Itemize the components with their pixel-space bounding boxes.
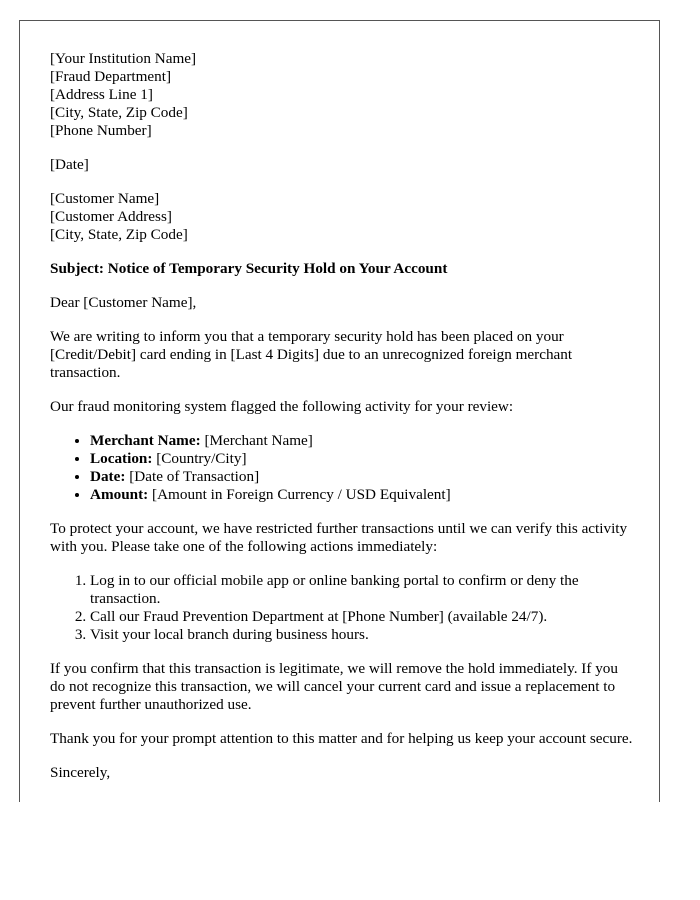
detail-location [90,450,635,468]
detail-date [90,468,635,486]
sender-address: [Address Line 1] [50,86,153,103]
detail-label: Location: [90,450,153,467]
recipient-city: [City, State, Zip Code] [50,226,188,243]
detail-label: Date: [90,468,126,485]
letter-date: [Date] [50,156,89,173]
salutation: Dear [Customer Name], [50,294,197,311]
action-item: 3. Visit your local branch during business hours. [90,626,635,644]
letter-page [19,20,660,802]
detail-label: Merchant Name: [90,432,201,449]
subject-line [50,260,635,278]
recipient-address-block [50,190,635,244]
detail-value: [Date of Transaction] [125,468,260,485]
sender-address-block [50,50,635,140]
detail-value: [Country/City] [152,450,247,467]
recipient-name: [Customer Name] [50,190,160,207]
detail-value: [Amount in Foreign Currency / USD Equivalent] [148,486,451,503]
detail-label: Amount: [90,486,149,503]
action-item: 1. Log in to our official mobile app or online banking portal to confirm or deny the transaction. [90,572,635,608]
sender-city: [City, State, Zip Code] [50,104,188,121]
recipient-address: [Customer Address] [50,208,172,225]
transaction-details-list [50,432,635,504]
thanks-paragraph: Thank you for your prompt attention to this matter and for helping us keep your account secure. [50,730,633,747]
detail-amount [90,486,635,504]
sender-department: [Fraud Department] [50,68,172,85]
required-actions-list [50,572,635,644]
letter-body [50,50,635,798]
sender-phone: [Phone Number] [50,122,152,139]
detail-merchant-name [90,432,635,450]
restriction-paragraph: To protect your account, we have restricted further transactions until we can verify this activity with you. Please take one of the following actions immediately: [50,520,628,555]
intro-paragraph: We are writing to inform you that a temporary security hold has been placed on your [Credit/Debit] card ending in [Last 4 Digits] due to an unrecognized foreign merchant transaction. [50,328,573,381]
closing: Sincerely, [50,764,111,781]
sender-institution: [Your Institution Name] [50,50,197,67]
outcome-paragraph: If you confirm that this transaction is legitimate, we will remove the hold immediately. If you do not recognize this transaction, we will cancel your current card and issue a replacement to prevent further unauthorized use. [50,660,618,713]
action-item: 2. Call our Fraud Prevention Department at [Phone Number] (available 24/7). [90,608,635,626]
subject-text: Subject: Notice of Temporary Security Hold on Your Account [50,260,448,277]
flagged-activity-paragraph: Our fraud monitoring system flagged the following activity for your review: [50,398,514,415]
detail-value: [Merchant Name] [200,432,313,449]
